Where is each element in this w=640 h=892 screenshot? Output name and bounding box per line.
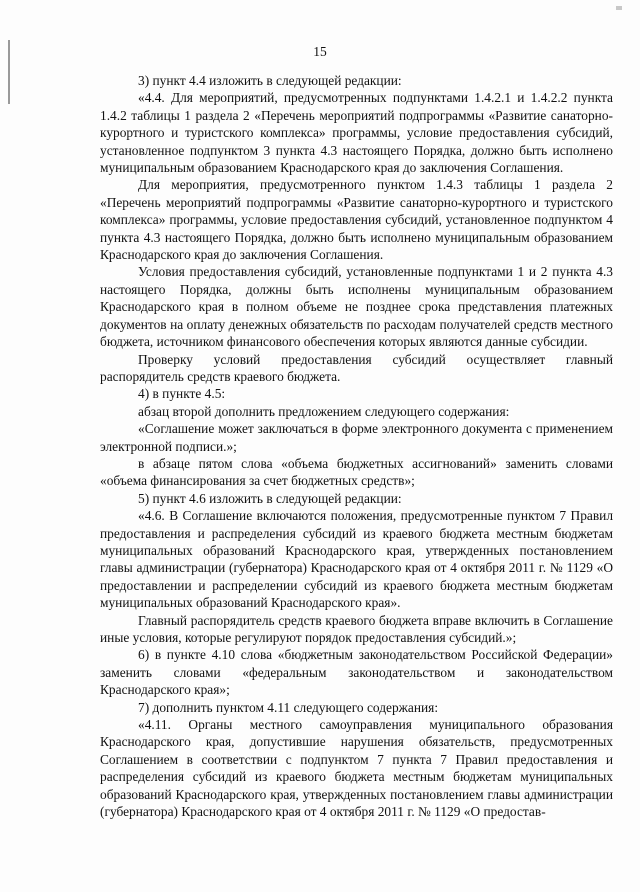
paragraph: «4.6. В Соглашение включаются положения, предусмотренные пунктом 7 Правил предоставления и распределения субсидий из краевого бюджета местным бюджетам муниципальных образований Краснодарского края, утвержденных постановлением главы администрации (губернатора) Краснодарского края от 4 октября 2011 г. № 1129 «О предоставлении и распределении субсидий из краевого бюджета местным бюджетам муниципальных образований Краснодарского края». (100, 508, 613, 611)
page-number: 15 (313, 44, 327, 59)
document-body (100, 72, 613, 820)
paragraph: 3) пункт 4.4 изложить в следующей редакции: (138, 73, 402, 88)
paragraph: Главный распорядитель средств краевого бюджета вправе включить в Соглашение иные условия, которые регулируют порядок предоставления субсидий.»; (100, 612, 613, 645)
paragraph: в абзаце пятом слова «объема бюджетных ассигнований» заменить словами «объема финансирования за счет бюджетных средств»; (100, 455, 613, 489)
paragraph: Условия предоставления субсидий, установленные подпунктами 1 и 2 пункта 4.3 настоящего Порядка, должны быть исполнены муниципальным образованием Краснодарского края в полном объеме не позднее срока представления платежных документов на оплату денежных обязательств по расходам получателей средств местного бюджета, источником финансового обеспечения которых являются данные субсидии. (100, 264, 613, 350)
paragraph: «4.11. Органы местного самоуправления муниципального образования Краснодарского края, допустившие нарушения обязательств, предусмотренных Соглашением в соответствии с подпунктом 7 пункта 7 Правил предоставления и распределения субсидий из краевого бюджета местным бюджетам муниципальных образований Краснодарского края, утвержденных постановлением главы администрации (губернатора) Краснодарского края от 4 октября 2011 г. № 1129 «О предостав- (100, 717, 613, 820)
paragraph: 7) дополнить пунктом 4.11 следующего содержания: (138, 699, 439, 715)
scan-corner-mark (616, 6, 622, 10)
paragraph: 6) в пункте 4.10 слова «бюджетным законодательством Российской Федерации» заменить словами «федеральным законодательством и законодательством Краснодарского края»; (100, 647, 613, 698)
paragraph: «4.4. Для мероприятий, предусмотренных подпунктами 1.4.2.1 и 1.4.2.2 пункта 1.4.2 таблицы 1 раздела 2 «Перечень мероприятий подпрограммы «Развитие санаторно-курортного и туристского комплекса» программы, условие предоставления субсидий, установленное подпунктом 3 пункта 4.3 настоящего Порядка, должно быть исполнено муниципальным образованием Краснодарского края до заключения Соглашения. (100, 90, 613, 176)
paragraph: «Соглашение может заключаться в форме электронного документа с применением электронной подписи.»; (100, 421, 613, 454)
paragraph: 4) в пункте 4.5: (138, 386, 226, 402)
paragraph: Для мероприятия, предусмотренного пунктом 1.4.3 таблицы 1 раздела 2 «Перечень мероприятий подпрограммы «Развитие санаторно-курортного и туристского комплекса» программы, условие предоставления субсидий, установленное подпунктом 4 пункта 4.3 настоящего Порядка, должно быть исполнено муниципальным образованием Краснодарского края до заключения Соглашения. (100, 177, 613, 263)
paragraph: Проверку условий предоставления субсидий осуществляет главный распорядитель средств краевого бюджета. (100, 351, 613, 384)
paragraph: 5) пункт 4.6 изложить в следующей редакции: (138, 490, 402, 506)
paragraph: абзац второй дополнить предложением следующего содержания: (138, 403, 510, 419)
